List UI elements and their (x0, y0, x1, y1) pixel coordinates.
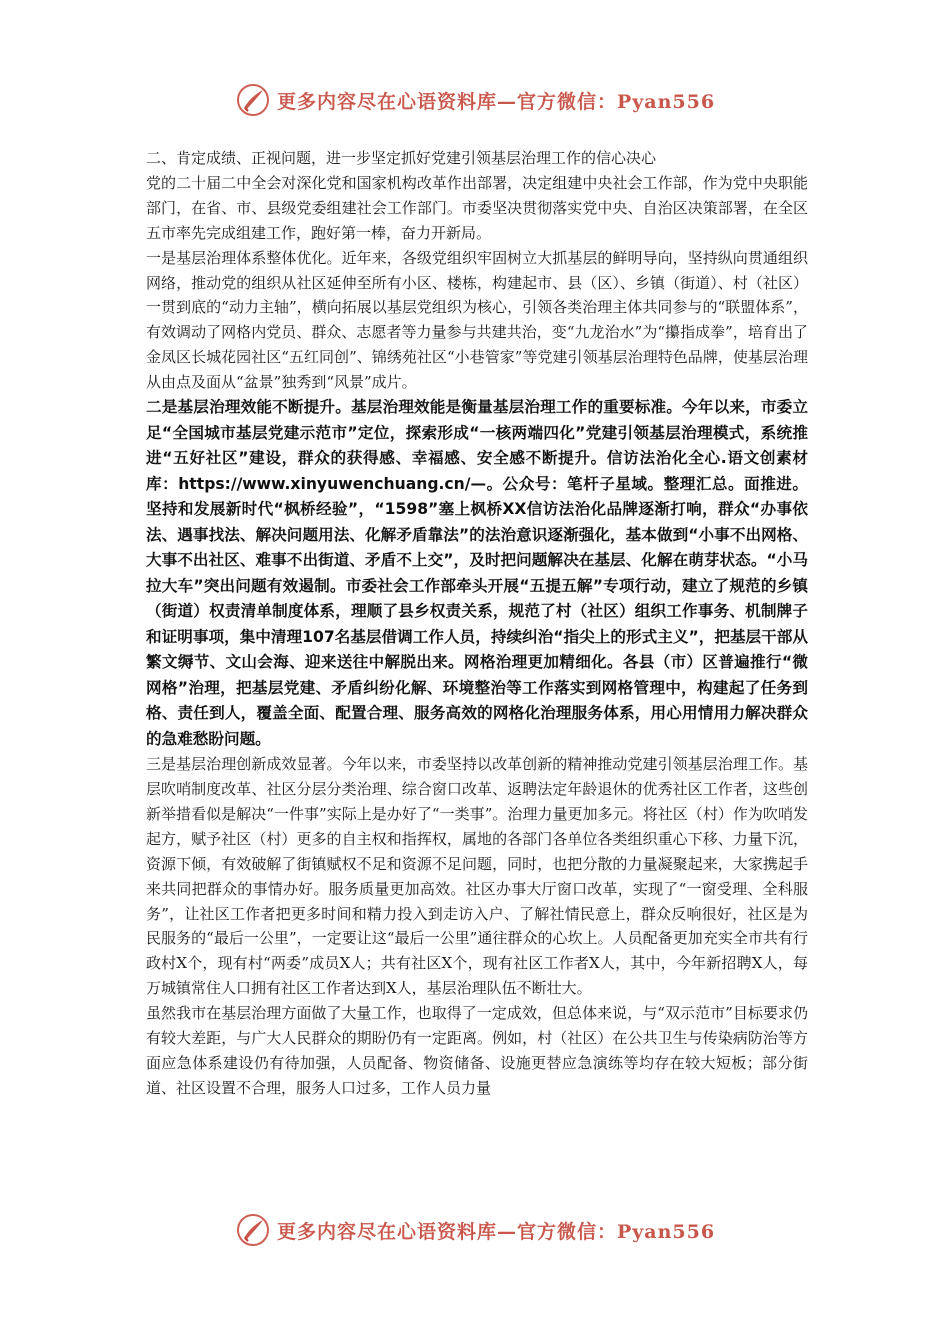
paragraph-gaps: 虽然我市在基层治理方面做了大量工作，也取得了一定成效，但总体来说，与“双示范市”目标要求仍有较大差距，与广大人民群众的期盼仍有一定距离。例如，村（社区）在公共卫生与传染病防治等方面应急体系建设仍有待加强，人员配备、物资储备、设施更替应急演练等均存在较大短板；部分街道、社区设置不合理，服务人口过多，工作人员力量 (146, 1004, 808, 1097)
paragraph-intro: 党的二十届二中全会对深化党和国家机构改革作出部署，决定组建中央社会工作部，作为党中央职能部门，在省、市、县级党委组建社会工作部门。市委坚决贯彻落实党中央、自治区决策部署，在全区五市率先完成组建工作，跑好第一棒，奋力开新局。 (146, 173, 808, 242)
brush-logo-icon (235, 82, 271, 118)
section-heading: 二、肯定成绩、正视问题，进一步坚定抓好党建引领基层治理工作的信心决心 (146, 149, 657, 167)
paragraph-system-optimization: 一是基层治理体系整体优化。近年来，各级党组织牢固树立大抓基层的鲜明导向，坚持纵向贯通组织网络，推动党的组织从社区延伸至所有小区、楼栋，构建起市、县（区）、乡镇（街道）、村（社区）一贯到底的“动力主轴”，横向拓展以基层党组织为核心，引领各类治理主体共同参与的“联盟体系”，有效调动了网格内党员、群众、志愿者等力量参与共建共治，变“九龙治水”为“攥指成拳”，培育出了金凤区长城花园社区“五红同创”、锦绣苑社区“小巷管家”等党建引领基层治理特色品牌，使基层治理从由点及面从“盆景”独秀到“风景”成片。 (146, 248, 808, 392)
banner-text: 更多内容尽在心语资料库—官方微信：Pyan556 (276, 1220, 716, 1243)
paragraph-efficiency-improvement: 二是基层治理效能不断提升。基层治理效能是衡量基层治理工作的重要标准。今年以来，市委立足“全国城市基层党建示范市”定位，探索形成“一核两端四化”党建引领基层治理模式，系统推进“五好社区”建设，群众的获得感、幸福感、安全感不断提升。信访法治化全心.语文创素材库：https://www.xinyuwenchuang.cn/—。公众号：笔杆子星域。整理汇总。面推进。坚持和发展新时代“枫桥经验”，“1598”塞上枫桥XX信访法治化品牌逐渐打响，群众“办事依法、遇事找法、解决问题用法、化解矛盾靠法”的法治意识逐渐强化，基本做到“小事不出网格、大事不出社区、难事不出街道、矛盾不上交”，及时把问题解决在基层、化解在萌芽状态。“小马拉大车”突出问题有效遏制。市委社会工作部牵头开展“五提五解”专项行动，建立了规范的乡镇（街道）权责清单制度体系，理顺了县乡权责关系，规范了村（社区）组织工作事务、机制牌子和证明事项，集中清理107名基层借调工作人员，持续纠治“指尖上的形式主义”，把基层干部从繁文缛节、文山会海、迎来送往中解脱出来。网格治理更加精细化。各县（市）区普遍推行“微网格”治理，把基层党建、矛盾纠纷化解、环境整治等工作落实到网格管理中，构建起了任务到格、责任到人，覆盖全面、配置合理、服务高效的网格化治理服务体系，用心用情用力解决群众的急难愁盼问题。 (146, 398, 808, 748)
banner-text: 更多内容尽在心语资料库—官方微信：Pyan556 (276, 90, 716, 113)
brush-logo-icon (235, 1212, 271, 1248)
paragraph-innovation-results: 三是基层治理创新成效显著。今年以来，市委坚持以改革创新的精神推动党建引领基层治理工作。基层吹哨制度改革、社区分层分类治理、综合窗口改革、返聘法定年龄退休的优秀社区工作者，这些创新举措看似是解决“一件事”实际上是办好了“一类事”。治理力量更加多元。将社区（村）作为吹哨发起方，赋予社区（村）更多的自主权和指挥权，属地的各部门各单位各类组织重心下移、力量下沉，资源下倾，有效破解了街镇赋权不足和资源不足问题，同时，也把分散的力量凝聚起来，大家携起手来共同把群众的事情办好。服务质量更加高效。社区办事大厅窗口改革，实现了“一窗受理、全科服务”，让社区工作者把更多时间和精力投入到走访入户、了解社情民意上，群众反响很好，社区是为民服务的“最后一公里”，一定要让这“最后一公里”通往群众的心坎上。人员配备更加充实全市共有行政村X个，现有村“两委”成员X人；共有社区X个，现有社区工作者X人，其中，今年新招聘X人，每万城镇常住人口拥有社区工作者达到X人，基层治理队伍不断壮大。 (146, 755, 808, 998)
document-body (146, 146, 808, 1101)
footer-watermark-banner (0, 1208, 950, 1252)
header-watermark-banner (0, 78, 950, 122)
